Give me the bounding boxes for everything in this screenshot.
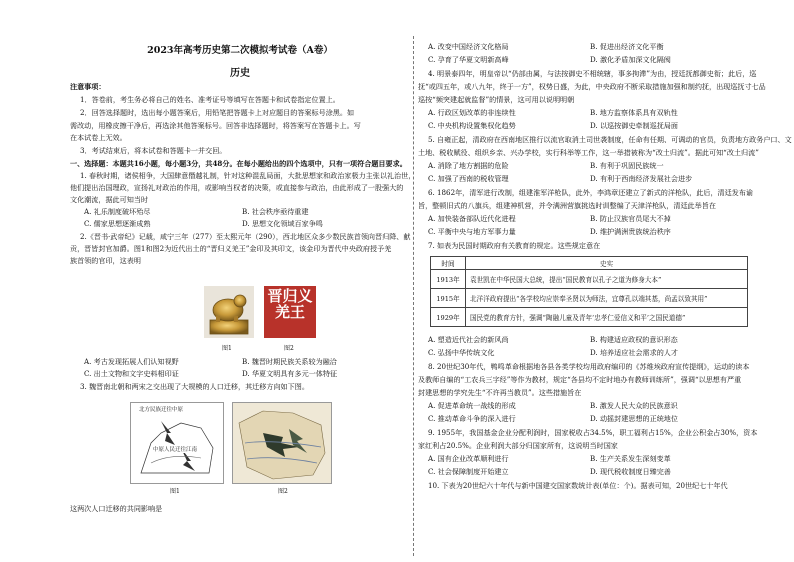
q7-table (430, 256, 748, 327)
q7-option-b[interactable]: B. 构建适应政权的意识形态 (590, 335, 678, 344)
q7-option-d[interactable]: D. 培养适应社会需求的人才 (590, 348, 678, 357)
table-header-row (431, 257, 748, 270)
q1-option-d[interactable]: D. 思想文化领域百家争鸣 (242, 219, 323, 228)
q3-option-d[interactable]: D. 激化矛盾加深文化隔阂 (590, 55, 671, 64)
q8-option-c[interactable]: C. 推动革命斗争的深入进行 (428, 414, 516, 423)
q6-option-a[interactable]: A. 加快装备部队近代化进程 (428, 214, 516, 223)
q4-option-c[interactable]: C. 中央机构设置集权化趋势 (428, 121, 516, 130)
q5-option-b[interactable]: B. 有利于巩固民族统一 (590, 161, 664, 170)
q3-line: 3. 魏晋南北朝和两宋之交出现了大规模的人口迁移，其迁移方向如下图。 (80, 382, 309, 391)
q9-option-a[interactable]: A. 国有企业改革顺利进行 (428, 454, 509, 463)
q9-option-c[interactable]: C. 社会保障制度开始建立 (428, 467, 509, 476)
paper-title: 2023年高考历史第二次模拟考试卷（A卷） (147, 45, 333, 56)
seal-imprint-image (264, 286, 316, 338)
q3-fig2-caption: 图2 (278, 488, 288, 495)
gold-seal-image (204, 286, 254, 338)
q6-line: 旨，整顿旧式的八旗兵，组建神机营，并令满洲营旗挑选时训整编了天津洋枪队，清廷此举旨在 (418, 201, 716, 210)
table-cell-text: 袁世凯在中华民国大总统，提出“国民教育以孔子之道为修身大本” (466, 270, 748, 289)
notes-heading: 注意事项： (70, 82, 106, 91)
q3-option-c[interactable]: C. 孕育了华夏文明新高峰 (428, 55, 509, 64)
map-label-south: 中原人民迁往江南 (153, 447, 198, 453)
q2-option-c[interactable]: C. 出土文物和文字史料相印证 (84, 369, 179, 378)
table-cell-year: 1913年 (431, 270, 466, 289)
q5-option-c[interactable]: C. 加强了西南的税收管理 (428, 174, 509, 183)
q3-after-line: 这两次人口迁移的共同影响是 (70, 504, 163, 513)
notes-line: 1．答卷前，考生务必将自己的姓名、准考证号等填写在答题卡和试卷指定位置上。 (80, 95, 340, 104)
q2-line: 2.《晋书·武帝纪》记载，咸宁三年（277）至太熙元年（290），西北地区众多少数民族首领向晋归降、献 (80, 232, 411, 241)
q1-line: 1. 春秋时期，诸侯相争，大国肆意僭越礼制，针对这种混乱局面，大批思想家和政治家极力主张以礼治世， (80, 171, 416, 180)
q1-line: 他们提出治国理政，宣扬礼对政治的作用，或影响当权者的决策，或直接参与政治，由此形成了一股强大的 (70, 183, 404, 192)
q7-option-a[interactable]: A. 塑造近代社会的新风尚 (428, 335, 509, 344)
q2-line: 族首领的官印，这表明 (70, 256, 141, 265)
q2-option-a[interactable]: A. 考古发现拓展人们认知视野 (84, 357, 179, 366)
q9-line: 9. 1955年，我国基金企业分配利润时，国家税收占34.5%，职工福利占15%，企业公积金占30%，资本 (428, 428, 758, 437)
q4-line: 巡按“频突建起就监督”的情景，这可用以说明明朝 (418, 95, 575, 104)
q8-line: 及教师自编的“工农兵三字经”等作为教材，规定“各县均不定时地办有教师训练所”，强调“以思想有严重 (418, 375, 742, 384)
q3-option-a[interactable]: A. 改变中国经济文化格局 (428, 42, 509, 51)
q7-option-c[interactable]: C. 弘扬中华传统文化 (428, 348, 495, 357)
q4-option-b[interactable]: B. 地方监察体系具有双轨性 (590, 108, 678, 117)
q3-option-b[interactable]: B. 促进出经济文化平衡 (590, 42, 664, 51)
q10-line: 10. 下表为20世纪六十年代与新中国建交国家数统计表(单位：个)。据表可知，20世纪七十年代 (428, 481, 728, 490)
section1-heading: 一、选择题：本题共16小题，每小题3分，共48分。在每小题给出的四个选项中，只有一项符合题目要求。 (70, 159, 407, 168)
migration-map-2 (232, 402, 332, 484)
q6-option-c[interactable]: C. 平衡中央与地方军事力量 (428, 227, 516, 236)
q6-option-d[interactable]: D. 维护满洲贵族统治秩序 (590, 227, 671, 236)
q7-line: 7. 如表为民国时期政府有关教育的规定。这些规定意在 (428, 241, 601, 250)
q2-option-b[interactable]: B. 魏晋时期民族关系较为融洽 (242, 357, 337, 366)
q5-option-a[interactable]: A. 消除了地方割据的危险 (428, 161, 509, 170)
column-divider (413, 36, 414, 556)
q9-option-d[interactable]: D. 现代税收制度日臻完善 (590, 467, 671, 476)
q2-fig2-caption: 图2 (284, 345, 294, 352)
notes-line: 3．考试结束后，将本试卷和答题卡一并交回。 (80, 146, 227, 155)
q9-line: 家红利占20.5%。企业利润大部分归国家所有，这说明当时国家 (418, 441, 618, 450)
map-label-north: 北方民族迁往中原 (139, 407, 184, 413)
q6-line: 6. 1862年，清军进行改制，组建淮军洋枪队，此外，李鸿章还建立了新式的洋枪队，此后，清廷发布谕 (428, 188, 754, 197)
q1-option-b[interactable]: B. 社会秩序亟待重建 (242, 207, 309, 216)
q9-option-b[interactable]: B. 生产关系发生深刻变革 (590, 454, 671, 463)
q4-option-d[interactable]: D. 以巡按御史牵制巡抚局面 (590, 121, 678, 130)
table-cell-year: 1915年 (431, 289, 466, 308)
table-header-cell: 时间 (431, 257, 466, 270)
left-column (70, 0, 416, 562)
table-cell-year: 1929年 (431, 308, 466, 327)
q8-line: 封建思想的学究先生“不许再当教员”。这些措施旨在 (418, 388, 582, 397)
q1-line: 文化潮流，据此可知当时 (70, 195, 149, 204)
q8-line: 8. 20世纪30年代，鸭鸣革命根据地各县各类学校均用政府编印的《苏维埃政府宣传提纲》，运动的读本 (428, 362, 750, 371)
q2-fig1-caption: 图1 (222, 345, 232, 352)
q5-line: 土地、税收赋役、组织乡亲、兴办学校，实行科举等工作，这一举措被称为“改土归流”。据此可知“改土归流” (418, 148, 759, 157)
table-row (431, 270, 748, 289)
q1-option-c[interactable]: C. 儒家思想逐渐成熟 (84, 219, 151, 228)
notes-line: 在本试卷上无效。 (70, 133, 127, 142)
q5-line: 5. 自雍正起，清政府在西南地区推行以流官取消土司世袭制度，任命有任期、可调动的官员，负责地方政务户口、文 (428, 135, 792, 144)
notes-line: 2．回答选择题时，选出每小题答案后，用铅笔把答题卡上对应题目的答案标号涂黑。如 (80, 108, 355, 117)
q5-option-d[interactable]: D. 有利于西南经济发展社会进步 (590, 174, 693, 183)
q8-option-a[interactable]: A. 促进革命统一战线的形成 (428, 401, 516, 410)
q2-option-d[interactable]: D. 华夏文明具有多元一体特征 (242, 369, 338, 378)
notes-line: 需改动，用橡皮擦干净后，再选涂其他答案标号。回答非选择题时，将答案写在答题卡上。写 (70, 121, 361, 130)
q4-line: 抚“或四五年，或八九年，终于一方”，权势日盛，为此，中央政府不断采取措施加强和制约抚，出现巡抚寸七品 (418, 82, 766, 91)
paper-subject: 历史 (230, 68, 250, 79)
q8-option-b[interactable]: B. 激发人民大众的民族意识 (590, 401, 678, 410)
q6-option-b[interactable]: B. 防止汉族官员尾大不掉 (590, 214, 671, 223)
q8-option-d[interactable]: D. 动摇封建思想的正统地位 (590, 414, 678, 423)
table-cell-text: 北洋洋政府提出“各学校均应崇奉圣贤以为师法，宜尊孔以端其基，尚孟以致其用” (466, 289, 748, 308)
q3-fig1-caption: 图1 (170, 488, 180, 495)
seal-imprint-text: 晋归义羌王 (267, 287, 313, 321)
q1-option-a[interactable]: A. 礼乐制度破坏殆尽 (84, 207, 151, 216)
table-cell-text: 国民党的教育方针，强调“陶融儿童及青年‘忠孝仁爱信义和平’之国民道德” (466, 308, 748, 327)
q4-line: 4. 明景泰四年，明皇帝以“仍部由属，与法按御史不相统辖，事多拘滞”为由，授廷抚都御史衔；此后，巡 (428, 69, 757, 78)
q2-line: 贡，晋皆封官加爵。图1和图2为近代出土的“晋归义羌王”金印及其印文，该金印为晋代中央政府授予羌 (70, 244, 392, 253)
table-row (431, 308, 748, 327)
migration-map-1 (130, 402, 224, 484)
table-header-cell: 史实 (466, 257, 748, 270)
table-row (431, 289, 748, 308)
right-column (418, 0, 792, 562)
q4-option-a[interactable]: A. 行政区划改革的非连续性 (428, 108, 516, 117)
